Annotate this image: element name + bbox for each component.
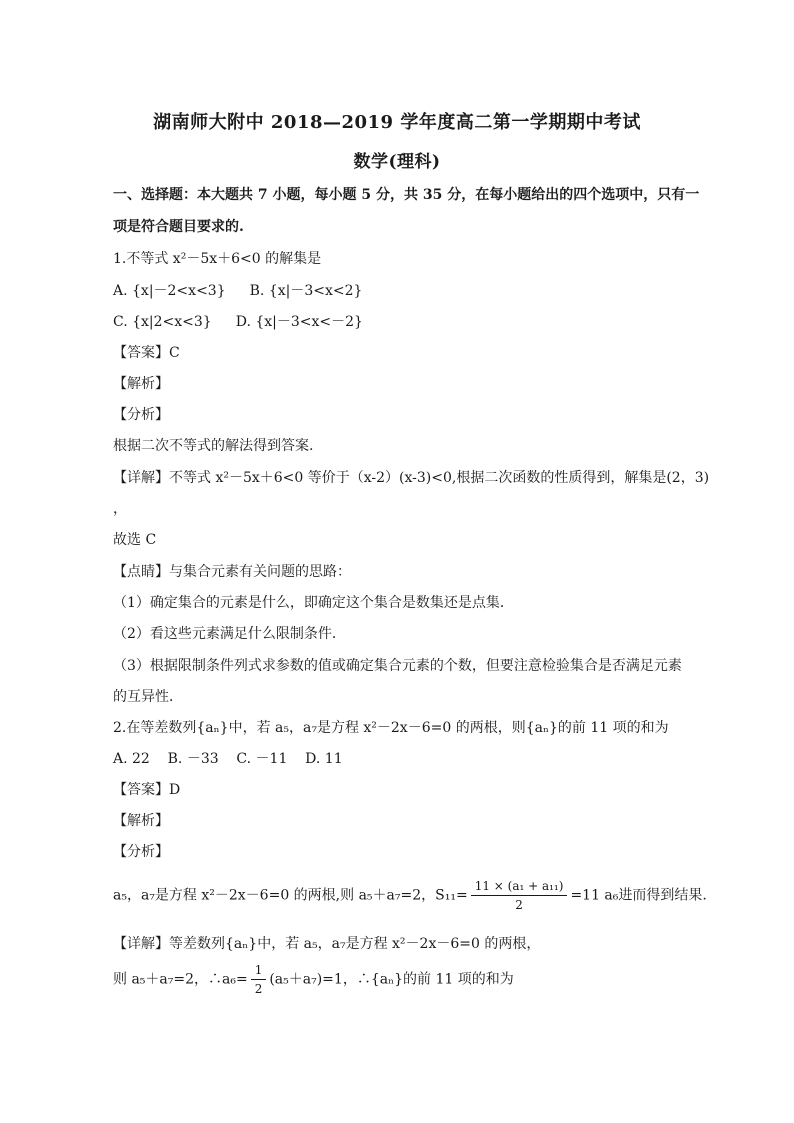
q1-option-a: A. {x|－2<x<3} [113, 283, 226, 299]
q2-analysis-s: S₁₁= [435, 887, 468, 904]
q2-jiexi-heading: 【解析】 [113, 813, 169, 829]
q2-detail [113, 935, 540, 953]
q2-detail-line2 [113, 963, 514, 996]
q1-option-b: B. {x|－3<x<2} [249, 283, 363, 299]
q2-sum-fraction-denominator: 2 [515, 898, 523, 912]
q1-conclusion: 故选 C [113, 532, 157, 548]
q1-stem: 1.不等式 x²－5x＋6<0 的解集是 [113, 251, 322, 267]
q1-tip-2: （2）看这些元素满足什么限制条件． [113, 626, 346, 642]
q1-dianjing-text: 与集合元素有关问题的思路： [169, 564, 351, 580]
q1-detail-continuation: ， [113, 501, 127, 517]
q1-tip-1: （1）确定集合的元素是什么，即确定这个集合是数集还是点集． [113, 595, 514, 611]
q1-options-row2 [113, 313, 363, 331]
q2-half-fraction [251, 963, 267, 996]
q1-detail [113, 469, 709, 487]
q2-last-pre: 则 a₅＋a₇=2，∴a₆= [113, 971, 248, 988]
q1-dianjing-tag: 【点睛】 [113, 564, 169, 580]
q2-half-fraction-numerator: 1 [251, 963, 267, 980]
q2-analysis-post: =11 a₆进而得到结果. [570, 887, 707, 904]
q1-jiexi-heading: 【解析】 [113, 376, 169, 392]
document-subtitle: 数学(理科) [353, 152, 441, 172]
q2-detail-tag: 【详解】 [113, 936, 169, 952]
q2-fenxi-heading: 【分析】 [113, 844, 169, 860]
section-instruction-line2: 项是符合题目要求的. [113, 219, 244, 235]
q1-detail-tag: 【详解】 [113, 470, 169, 486]
q2-analysis-pre: a₅，a₇是方程 x²－2x－6=0 的两根,则 a₅＋a₇=2， [113, 887, 436, 904]
q2-stem: 2.在等差数列{aₙ}中，若 a₅，a₇是方程 x²－2x－6=0 的两根，则{aₙ}的前 11 项的和为 [113, 720, 669, 736]
q2-analysis [113, 879, 707, 912]
q1-dianjing [113, 563, 351, 581]
section-instruction-line1: 一、选择题：本大题共 7 小题，每小题 5 分，共 35 分，在每小题给出的四个选项中，只有一 [113, 187, 700, 203]
q1-tip-3-continuation: 的互异性． [113, 689, 183, 705]
q1-option-d: D. {x|－3<x<－2} [235, 314, 363, 330]
q2-options: A. 22 B. －33 C. －11 D. 11 [113, 751, 343, 767]
q2-detail-text: 等差数列{aₙ}中，若 a₅，a₇是方程 x²－2x－6=0 的两根， [169, 936, 541, 952]
q2-answer: 【答案】D [113, 782, 181, 798]
q1-analysis: 根据二次不等式的解法得到答案. [113, 438, 314, 454]
q1-option-c: C. {x|2<x<3} [113, 314, 212, 330]
q2-sum-fraction [471, 879, 568, 912]
q2-half-fraction-denominator: 2 [254, 982, 263, 996]
q1-answer: 【答案】C [113, 345, 180, 361]
q1-detail-text: 不等式 x²－5x＋6<0 等价于（x-2）(x-3)<0,根据二次函数的性质得到，解集是(2，3) [169, 470, 710, 486]
q1-options-row1 [113, 282, 362, 300]
q1-fenxi-heading: 【分析】 [113, 407, 169, 423]
document-title: 湖南师大附中 2018—2019 学年度高二第一学期期中考试 [153, 112, 641, 133]
q2-sum-fraction-numerator: 11 × (a₁ + a₁₁) [471, 879, 568, 896]
q1-tip-3: （3）根据限制条件列式求参数的值或确定集合元素的个数，但要注意检验集合是否满足元素 [113, 658, 682, 674]
q2-last-post: (a₅＋a₇)=1，∴{aₙ}的前 11 项的和为 [269, 971, 514, 988]
